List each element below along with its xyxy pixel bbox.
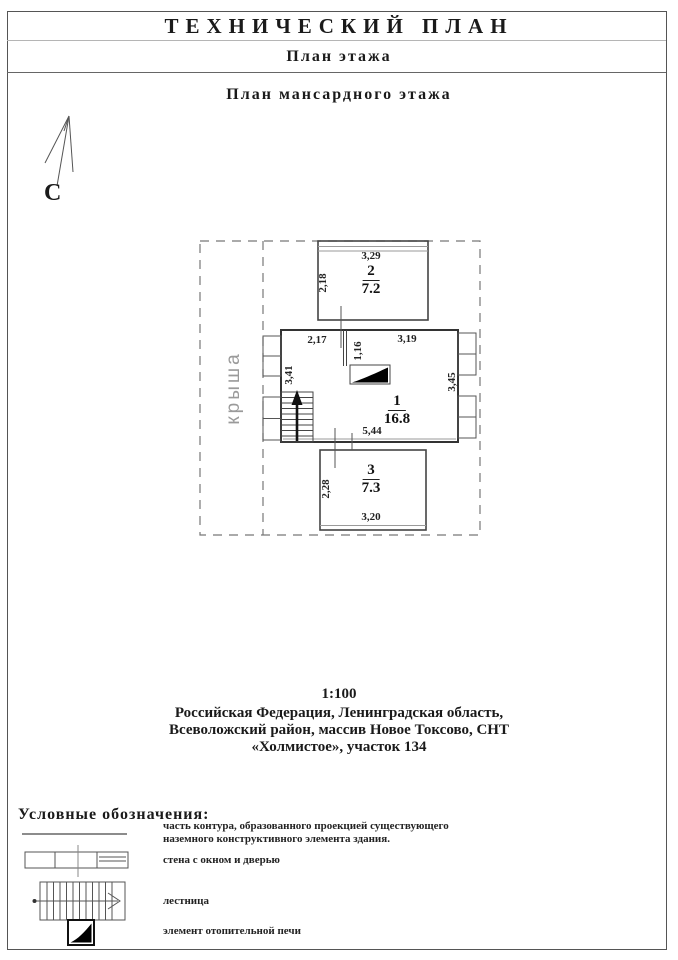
room-1-number: 1: [388, 394, 406, 411]
address-line-1: Российская Федерация, Ленинградская область,: [174, 705, 504, 721]
document-title: ТЕХНИЧЕСКИЙ ПЛАН: [164, 14, 514, 38]
room-3-number: 3: [362, 463, 380, 480]
right-windows: [458, 333, 476, 438]
room-1-area: 16.8: [383, 411, 411, 427]
dim-room1-left: 3,41: [283, 365, 295, 385]
dim-room3-left: 2,28: [320, 479, 332, 499]
document-subtitle: План этажа: [286, 48, 392, 65]
dim-left-room2: 2,18: [317, 273, 329, 293]
north-label: С: [44, 180, 62, 206]
plan-title: План мансардного этажа: [226, 86, 452, 103]
room-1-label: [384, 393, 410, 427]
room-2-label: [362, 263, 381, 297]
dim-partition: 1,16: [352, 341, 364, 361]
north-arrow-icon: [45, 116, 73, 186]
legend-wall-symbol: [25, 845, 128, 877]
legend-heading: Условные обозначения:: [18, 806, 210, 823]
room-2-area: 7.2: [361, 281, 381, 297]
legend-item3-label: лестница: [163, 895, 209, 907]
legend-stairs-symbol: [33, 882, 126, 920]
stove-element-icon: [352, 368, 388, 383]
room-3-area: 7.3: [361, 480, 381, 496]
legend-item4-label: элемент отопительной печи: [163, 925, 301, 937]
legend-item2-label: стена с окном и дверью: [163, 854, 280, 866]
scale-label: 1:100: [321, 686, 357, 702]
legend-stove-symbol: [68, 920, 94, 945]
legend-item1-line1: часть контура, образованного проекцией существующего: [163, 820, 449, 832]
address-line-3: «Холмистое», участок 134: [251, 739, 427, 755]
caption-block: [0, 686, 678, 756]
legend-item1-line2: наземного конструктивного элемента здания.: [163, 833, 390, 845]
dim-top-room2: 3,29: [361, 250, 381, 262]
dim-room1-topleft: 2,17: [307, 334, 327, 346]
dim-room1-right: 3,45: [446, 372, 458, 392]
room-3-label: [362, 462, 381, 496]
dim-room1-bottom: 5,44: [362, 425, 382, 437]
roof-label: крыша: [223, 351, 244, 425]
room-2-number: 2: [362, 264, 380, 281]
dim-room1-topright: 3,19: [397, 333, 417, 345]
left-windows: [263, 336, 281, 440]
dim-room3-bottom: 3,20: [361, 511, 381, 523]
address-line-2: Всеволожский район, массив Новое Токсово, СНТ: [169, 722, 509, 738]
